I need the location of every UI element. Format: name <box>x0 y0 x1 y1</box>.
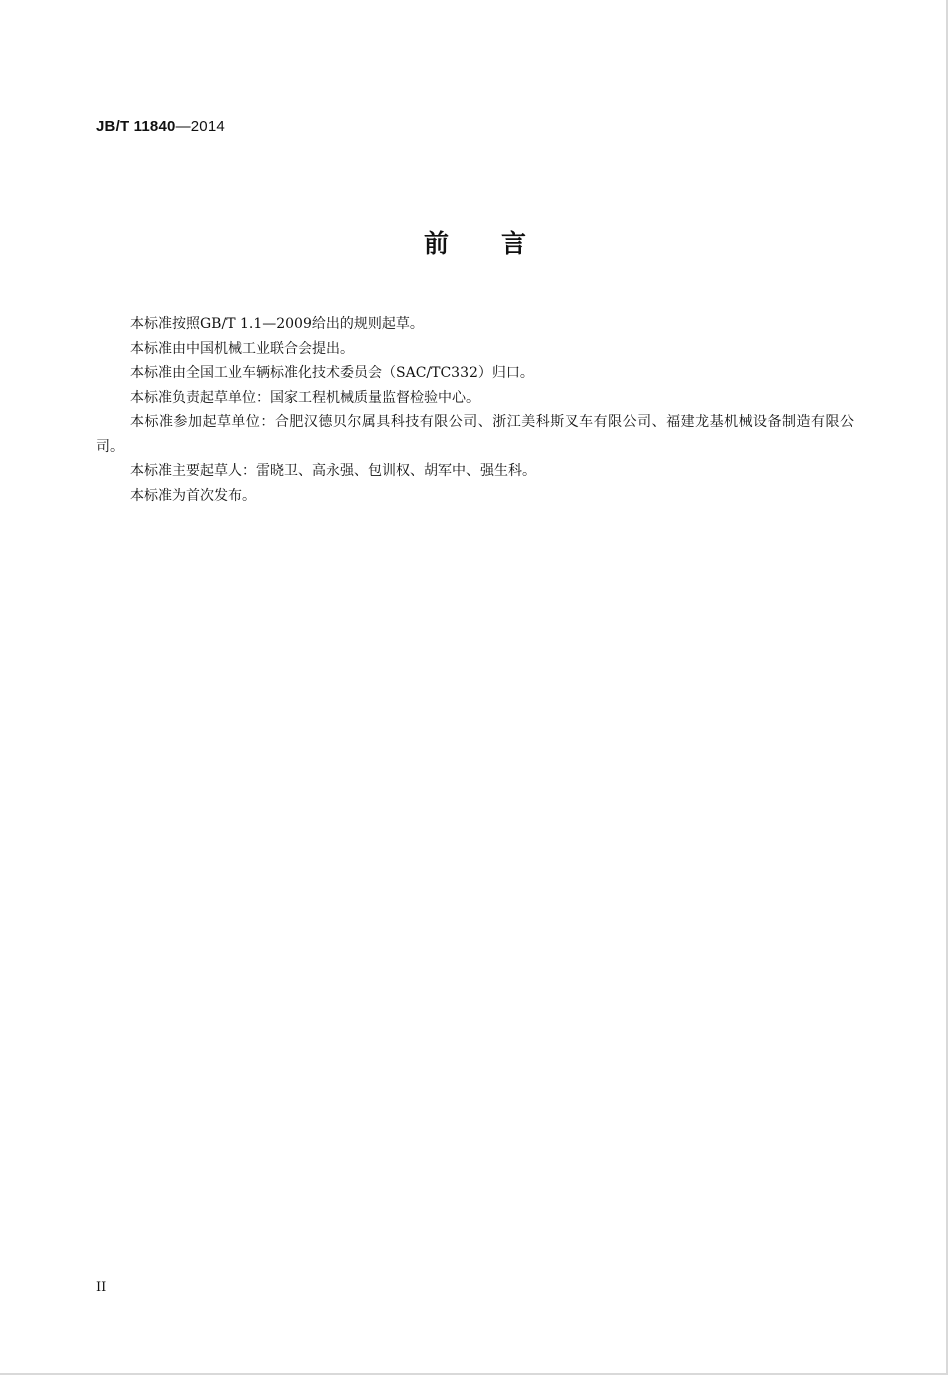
paragraph-committee: 本标准由全国工业车辆标准化技术委员会（SAC/TC332）归口。 <box>130 365 534 381</box>
paragraph-proposer: 本标准由中国机械工业联合会提出。 <box>130 340 354 357</box>
paragraph-participating-units: 本标准参加起草单位：合肥汉德贝尔属具科技有限公司、浙江美科斯叉车有限公司、福建龙基机械设备制造有限公司。 <box>96 414 854 455</box>
standard-year: —2014 <box>175 118 225 135</box>
standard-number: JB/T 11840 <box>96 118 176 135</box>
paragraph-first-release: 本标准为首次发布。 <box>130 487 256 504</box>
paragraph-drafting-rules: 本标准按照GB/T 1.1—2009给出的规则起草。 <box>130 316 424 332</box>
page-number: II <box>96 1280 107 1295</box>
title-char-1: 前 <box>423 229 449 258</box>
standard-code <box>96 118 225 135</box>
title-char-2: 言 <box>501 229 527 258</box>
paragraph-responsible-unit: 本标准负责起草单位：国家工程机械质量监督检验中心。 <box>130 389 480 406</box>
paragraph-drafters: 本标准主要起草人：雷晓卫、高永强、包训权、胡军中、强生科。 <box>130 463 536 479</box>
page-title <box>0 224 950 260</box>
foreword-body <box>96 312 854 508</box>
